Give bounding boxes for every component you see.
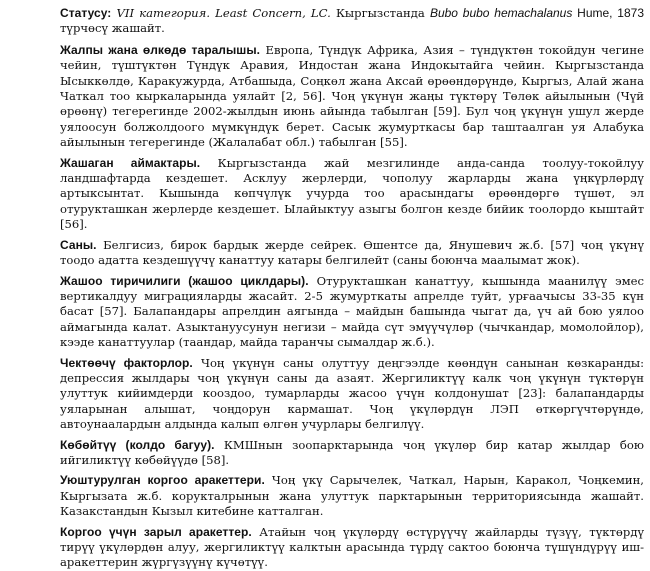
- species-author: Hume, 1873: [572, 6, 644, 20]
- section-heading: Уюштурулган коргоо аракеттери.: [60, 473, 265, 488]
- section-limiting-factors: [60, 356, 644, 433]
- species-name: Bubo bubo hemachalanus: [429, 6, 573, 20]
- status-paragraph: [60, 6, 644, 37]
- section-body: Чоң үкүнүн саны олуттуу деңгээлде көөндүн санынан көзкаранды: депрессия жылдары чоң үкүнүн саны да азаят. Жергиликтүү калк чоң үкүнүн түктөрүн улуттук кийимдерди кооздоо, тумарларды жасоо үчүн колдонушат [23]: балапандарды уяларынан алышат, чоңдорун кармашат. Чоң үкүлөрдүн ЛЭП өткөргүчтөрүндө, автоунаалардын алдында калып өлгөн учурлары белгилүү.: [60, 355, 644, 432]
- section-heading: Көбөйтүү (колдо багуу).: [60, 437, 215, 452]
- section-needed-measures: [60, 525, 644, 571]
- section-heading: Жалпы жана өлкөдө таралышы.: [60, 42, 261, 57]
- section-breeding: [60, 438, 644, 469]
- section-body: Европа, Түндүк Африка, Азия – түндүктөн токойдун чегине чейин, түштүктөн Түндүк Аравия, Индостан жана Индокытайга чейин. Кыргызстанда Ысыккөлдө, Каракужурда, Атбашыда, Соңкөл жана Аксай өрөөндөрүндө, Кыргыз, Алай жана Чаткал тоо кыркаларында уялайт [2, 56]. Чоң үкүнүн жаңы түктөрү Төлөк айылынын (Чүй өрөөнү) тегерегинде 2002-жылдын июнь айында табылган [59]. Бул чоң үкүнүн ушул жерде уялоосун болжолдоого мүмкүндүк берет. Сасык жумурткасы бар таштаалган уя Алабука айылынын тегерегинде (Жалалабат обл.) табылган [55].: [60, 42, 644, 150]
- section-body: КМШнын зоопарктарында чоң үкүлөр бир катар жылдар бою ийгиликтүү көбөйүүдө [58].: [60, 437, 644, 467]
- section-body: Кыргызстанда жай мезгилинде анда-санда тоолуу-токойлуу ландшафтарда кездешет. Асклуу жерлерди, чополуу жарларды жана үңкүрлөрдү артыксынтат. Кышында көпчүлүк учурда тоо арасындагы өрөөндөргө түшөт, эл отурукташкан жерлерде кездешет. Ылайыктуу азыгы болгон кезде бийик тоолордо кыштайт [56].: [60, 155, 644, 232]
- section-body: Чоң үкү Сарычелек, Чаткал, Нарын, Каракол, Чоңкемин, Кыргызата ж.б. корукталрынын жана улуттук парктарынын территориясында жашайт. Казакстандын Кызыл китебине катталган.: [60, 473, 644, 519]
- section-life-cycle: [60, 274, 644, 351]
- section-distribution: [60, 43, 644, 151]
- section-heading: Жашаган аймактары.: [60, 155, 201, 170]
- section-heading: Жашоо тиричилиги (жашоо циклдары).: [60, 273, 309, 288]
- section-body: Белгисиз, бирок бардык жерде сейрек. Өшентсе да, Янушевич ж.б. [57] чоң үкүнү тоодо адатта кездешүүчү канаттуу катары белгилейт (саны боюнча маалымат жок).: [60, 237, 644, 268]
- status-category: VII категория. Least Concern, LC.: [116, 6, 331, 20]
- section-protection-measures: [60, 473, 644, 519]
- section-heading: Коргоо үчүн зарыл аракеттер.: [60, 524, 252, 539]
- section-heading: Чектөөчү факторлор.: [60, 355, 193, 370]
- status-label: Статусу:: [60, 6, 112, 20]
- status-text-before: Кыргызстанда: [330, 6, 430, 20]
- section-body: Атайын чоң үкүлөрдү өстүрүүчү жайларды түзүү, түктөрдү тирүү үкүлөрдөн алуу, жергиликтүү калктын арасында түрдү сактоо боюнча түшүндүрүү иш-аракеттерин жүргүзүүнү күчөтүү.: [60, 524, 645, 570]
- section-habitat: [60, 156, 644, 233]
- section-heading: Саны.: [60, 237, 97, 252]
- section-population: [60, 238, 644, 269]
- status-text-after: түрчөсү жашайт.: [60, 21, 165, 36]
- section-body: Отурукташкан канаттуу, кышында маанилүү эмес вертикалдуу миграцияларды жасайт. 2-5 жумурткаты апрелде туйт, урғаачысы 33-35 күн басат [57]. Балапандары апрелдин аягында – майдын башында чыгат да, үч ай бою уялоо аймагында калат. Азыктануусунун негизи – майда сүт эмүүчүлөр (чычкандар, момолойлор), кээде канаттуулар (таандар, майда таранчы сымалдар ж.б.).: [60, 273, 645, 350]
